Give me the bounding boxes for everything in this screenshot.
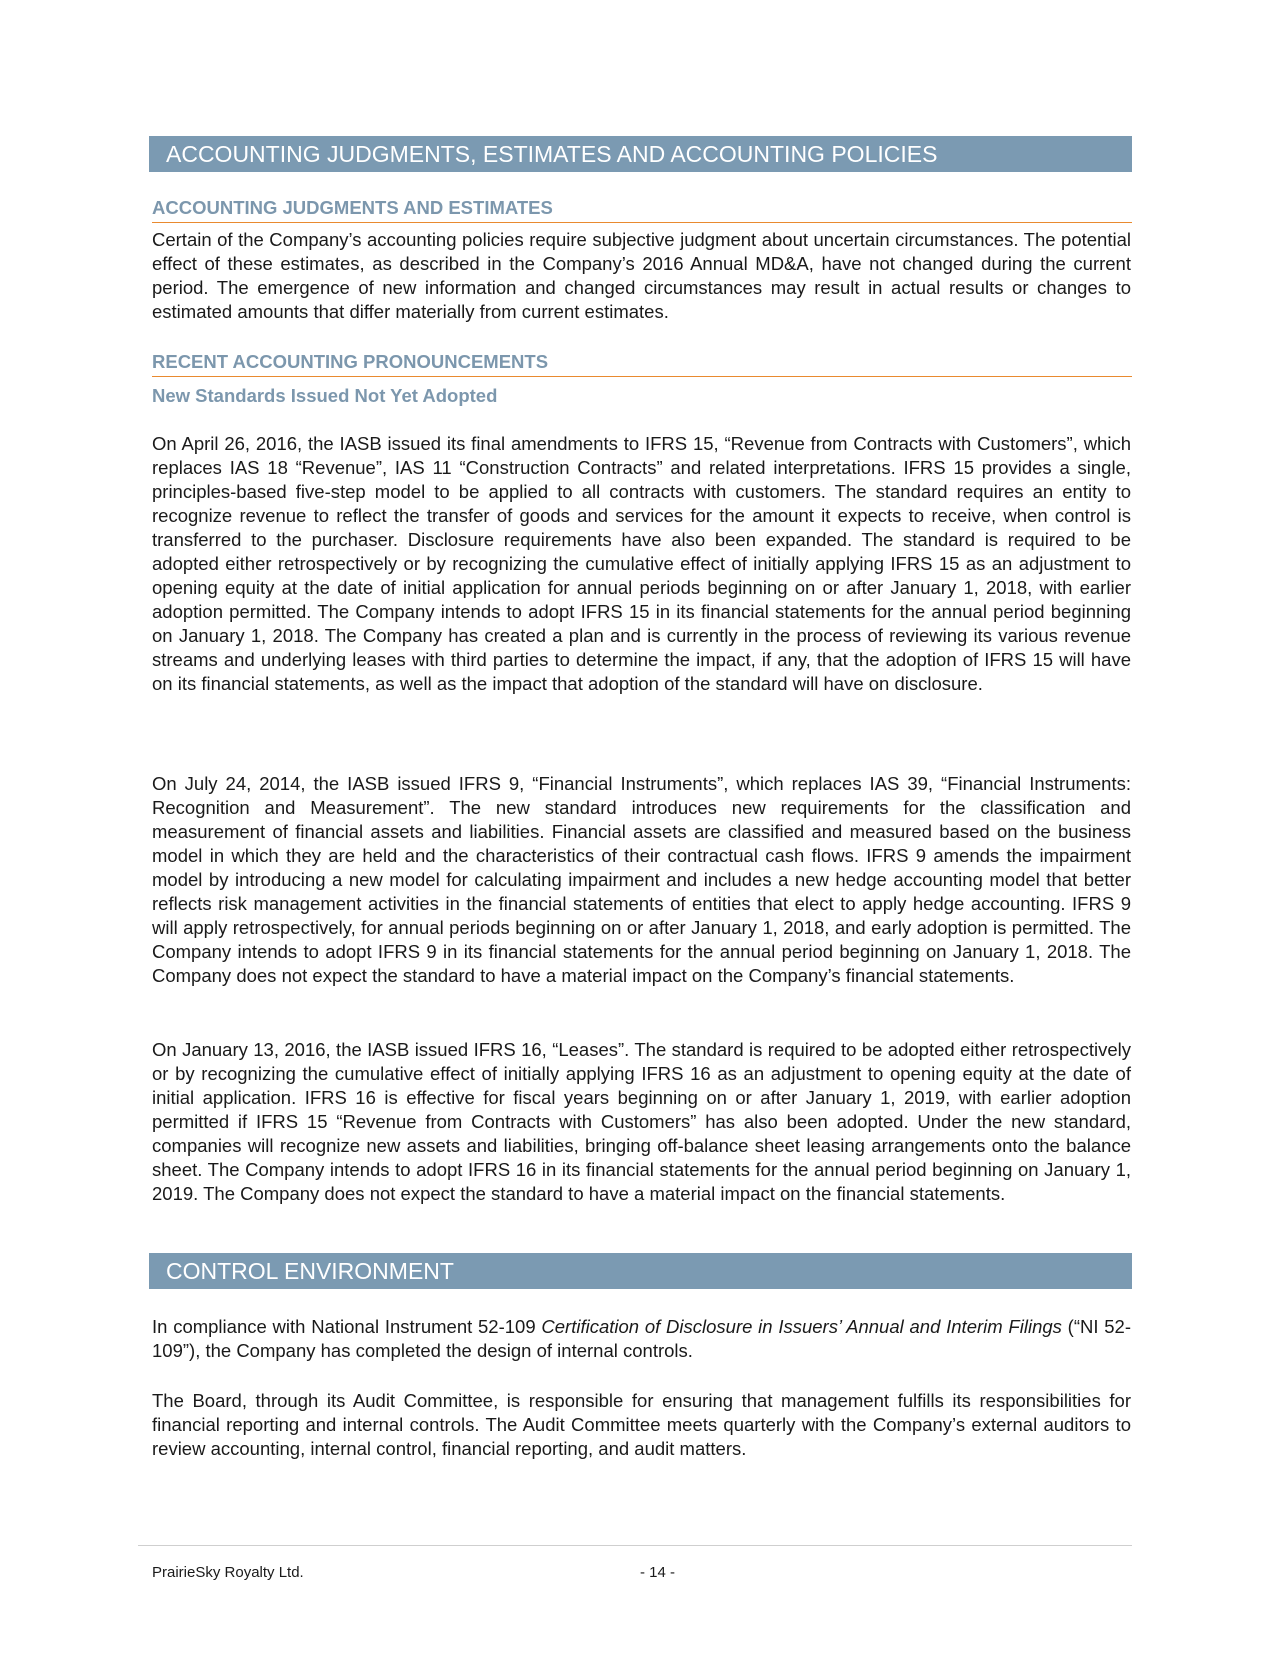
judgments-paragraph: Certain of the Company’s accounting policies require subjective judgment about uncertain circumstances. The potential effect of these estimates, as described in the Company’s 2016 Annual MD&A, have not changed during the current period. The emergence of new information and changed circumstances may result in actual results or changes to estimated amounts that differ materially from current estimates. xyxy=(152,229,1131,322)
footer-divider xyxy=(138,1545,1132,1546)
compliance-text-rest: (“NI 52-109”), the Company has completed the design of internal controls. xyxy=(152,1316,1132,1361)
section-banner-accounting: ACCOUNTING JUDGMENTS, ESTIMATES AND ACCOUNTING POLICIES xyxy=(149,136,1132,172)
compliance-paragraph xyxy=(152,1315,1131,1363)
ifrs15-paragraph: On April 26, 2016, the IASB issued its final amendments to IFRS 15, “Revenue from Contracts with Customers”, which replaces IAS 18 “Revenue”, IAS 11 “Construction Contracts” and related interpretations. IFRS 15 provides a single, principles-based five-step model to be applied to all contracts with customers. The standard requires an entity to recognize revenue to reflect the transfer of goods and services for the amount it expects to receive, when control is transferred to the purchaser. Disclosure requirements have also been expanded. The standard is required to be adopted either retrospectively or by recognizing the cumulative effect of initially applying IFRS 15 as an adjustment to opening equity at the date of initial application for annual periods beginning on or after January 1, 2018, with earlier adoption permitted. The Company intends to adopt IFRS 15 in its financial statements for the annual period beginning on January 1, 2018. The Company has created a plan and is currently in the process of reviewing its various revenue streams and underlying leases with third parties to determine the impact, if any, that the adoption of IFRS 15 will have on its financial statements, as well as the impact that adoption of the standard will have on disclosure. xyxy=(152,433,1131,694)
footer-page-number: - 14 - xyxy=(640,1564,676,1581)
footer-company-name: PrairieSky Royalty Ltd. xyxy=(152,1564,304,1581)
compliance-text-intro: In compliance with National Instrument 52-109 xyxy=(152,1316,542,1337)
heading-new-standards: New Standards Issued Not Yet Adopted xyxy=(152,385,498,406)
section-banner-control: CONTROL ENVIRONMENT xyxy=(149,1253,1132,1289)
compliance-instrument-title: Certification of Disclosure in Issuers’ Annual and Interim Filings xyxy=(541,1316,1062,1337)
heading-underline xyxy=(152,222,1132,223)
ifrs9-paragraph: On July 24, 2014, the IASB issued IFRS 9, “Financial Instruments”, which replaces IAS 39, “Financial Instruments: Recognition and Measurement”. The new standard introduces new requirements for the classification and measurement of financial assets and liabilities. Financial assets are classified and measured based on the business model in which they are held and the characteristics of their contractual cash flows. IFRS 9 amends the impairment model by introducing a new model for calculating impairment and includes a new hedge accounting model that better reflects risk management activities in the financial statements of entities that elect to apply hedge accounting. IFRS 9 will apply retrospectively, for annual periods beginning on or after January 1, 2018, and early adoption is permitted. The Company intends to adopt IFRS 9 in its financial statements for the annual period beginning on January 1, 2018. The Company does not expect the standard to have a material impact on the Company’s financial statements. xyxy=(152,773,1131,986)
heading-underline xyxy=(152,376,1132,377)
board-paragraph: The Board, through its Audit Committee, is responsible for ensuring that management fulfills its responsibilities for financial reporting and internal controls. The Audit Committee meets quarterly with the Company’s external auditors to review accounting, internal control, financial reporting, and audit matters. xyxy=(152,1390,1131,1459)
ifrs16-paragraph: On January 13, 2016, the IASB issued IFRS 16, “Leases”. The standard is required to be adopted either retrospectively or by recognizing the cumulative effect of initially applying IFRS 16 as an adjustment to opening equity at the date of initial application. IFRS 16 is effective for fiscal years beginning on or after January 1, 2019, with earlier adoption permitted if IFRS 15 “Revenue from Contracts with Customers” has also been adopted. Under the new standard, companies will recognize new assets and liabilities, bringing off-balance sheet leasing arrangements onto the balance sheet. The Company intends to adopt IFRS 16 in its financial statements for the annual period beginning on January 1, 2019. The Company does not expect the standard to have a material impact on the financial statements. xyxy=(152,1039,1131,1204)
heading-recent-pronouncements: RECENT ACCOUNTING PRONOUNCEMENTS xyxy=(152,351,549,372)
heading-judgments-estimates: ACCOUNTING JUDGMENTS AND ESTIMATES xyxy=(152,197,553,218)
